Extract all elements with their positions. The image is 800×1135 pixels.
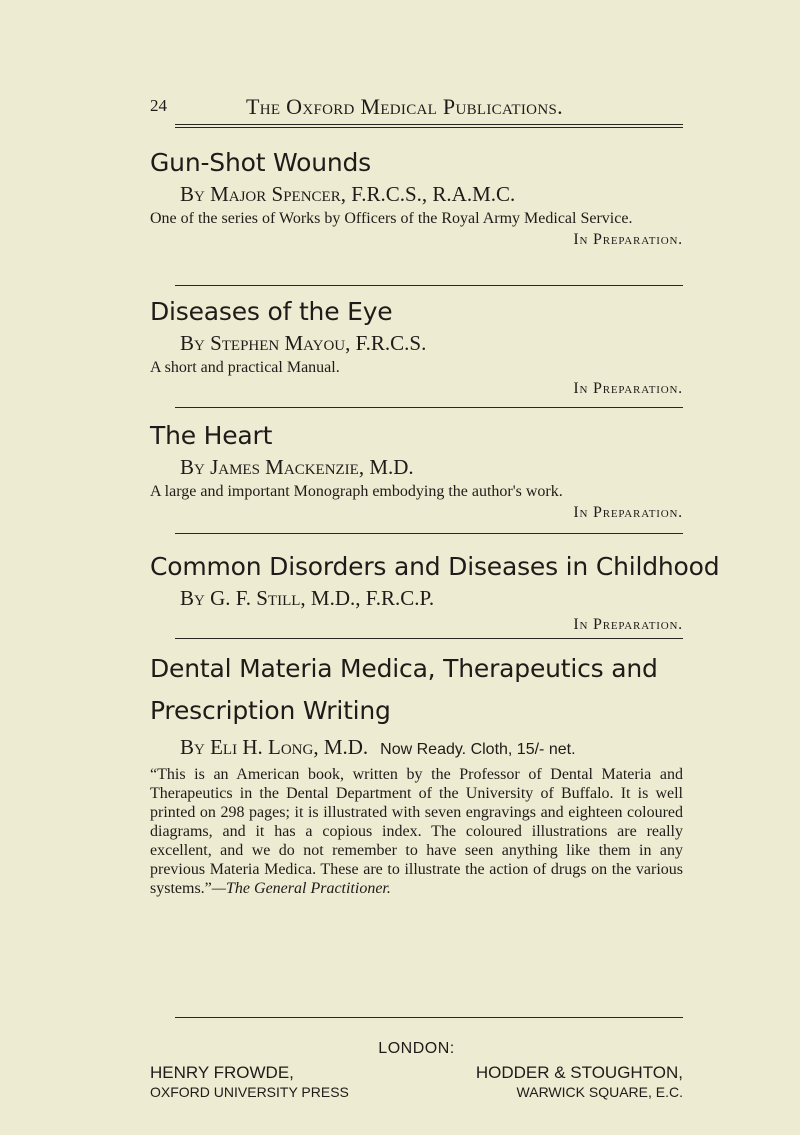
- publisher: [423, 1062, 683, 1101]
- publisher-name: HENRY FROWDE,: [150, 1063, 294, 1082]
- divider-rule: [175, 407, 683, 408]
- book-author: By James Mackenzie, M.D.: [180, 455, 414, 479]
- review-text: “This is an American book, written by the Professor of Dental Materia and Therapeutics in the Dental Department of the University of Buffalo. It is well printed on 298 pages; it is illustrated with seven engravings and eighteen coloured diagrams, and it has a copious index. The coloured illustrations are really excellent, and we do not remember to have seen anything like them in any previous Materia Medica. These are to illustrate the action of drugs on the various systems.”: [150, 766, 683, 897]
- publisher-address: OXFORD UNIVERSITY PRESS: [150, 1084, 349, 1100]
- book-entry: [150, 296, 683, 401]
- book-entry: [150, 551, 720, 637]
- divider-rule: [175, 285, 683, 286]
- publisher-name: HODDER & STOUGHTON,: [475, 1063, 683, 1082]
- publisher-list: [150, 1062, 683, 1101]
- book-title: Dental Materia Medica, Therapeutics and Prescription Writing: [150, 654, 658, 725]
- book-author: [150, 732, 683, 765]
- book-entry: [150, 147, 683, 252]
- book-status: In Preparation.: [573, 380, 683, 397]
- publisher: [150, 1062, 410, 1101]
- book-author-name: By Eli H. Long, M.D.: [180, 735, 369, 759]
- review-source: —The General Practitioner.: [211, 880, 391, 897]
- page-number: 24: [150, 96, 167, 115]
- publisher-address: WARWICK SQUARE, E.C.: [516, 1084, 683, 1100]
- imprint: [150, 1040, 683, 1101]
- book-author: By G. F. Still, M.D., F.R.C.P.: [180, 586, 435, 610]
- header-rule: [175, 124, 683, 128]
- book-author: By Stephen Mayou, F.R.C.S.: [180, 331, 427, 355]
- book-description: One of the series of Works by Officers of the Royal Army Medical Service.: [150, 210, 633, 227]
- book-status: In Preparation.: [573, 231, 683, 248]
- book-title: Gun-Shot Wounds: [150, 148, 371, 177]
- book-description: A short and practical Manual.: [150, 359, 340, 376]
- book-status: In Preparation.: [573, 616, 683, 633]
- book-author: By Major Spencer, F.R.C.S., R.A.M.C.: [180, 182, 516, 206]
- imprint-city: LONDON:: [378, 1040, 455, 1057]
- divider-rule: [175, 1017, 683, 1018]
- book-entry: [150, 420, 683, 525]
- book-title: The Heart: [150, 421, 273, 450]
- book-title: Diseases of the Eye: [150, 297, 393, 326]
- book-entry: [150, 648, 683, 898]
- book-status: In Preparation.: [573, 504, 683, 521]
- book-title: Common Disorders and Diseases in Childhood: [150, 552, 720, 581]
- divider-rule: [175, 638, 683, 639]
- running-head: [150, 96, 690, 120]
- book-review: [150, 765, 683, 898]
- book-description: A large and important Monograph embodying the author's work.: [150, 483, 563, 500]
- divider-rule: [175, 533, 683, 534]
- running-title: The Oxford Medical Publications.: [246, 94, 563, 119]
- book-availability: Now Ready. Cloth, 15/- net.: [380, 741, 576, 758]
